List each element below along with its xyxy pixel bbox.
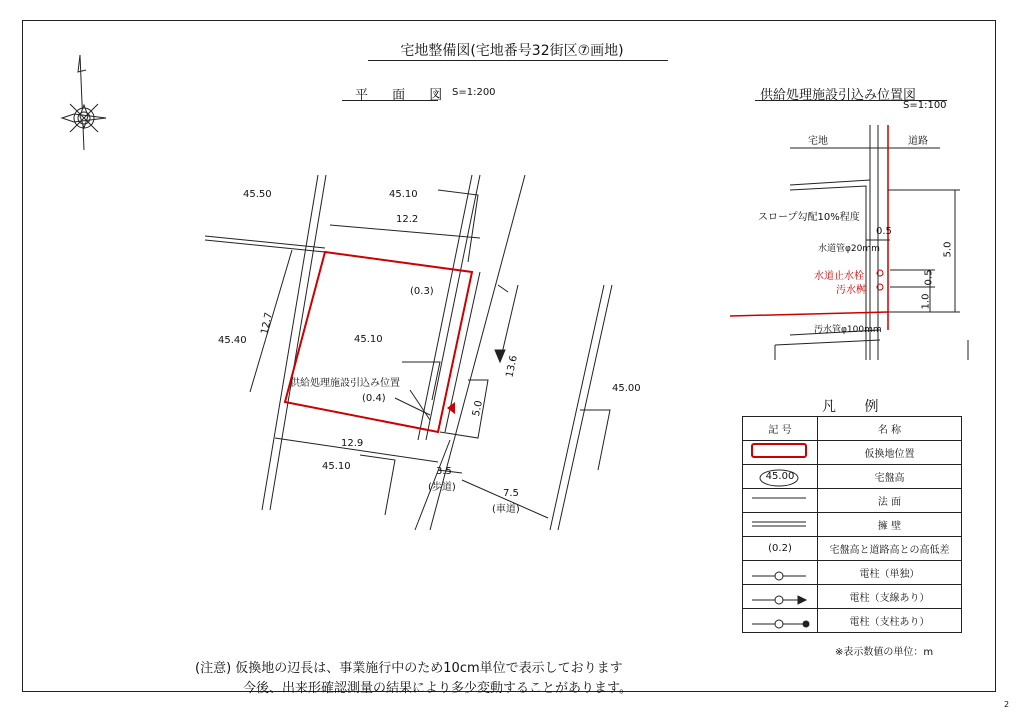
height-diff-label: (0.3) bbox=[410, 286, 434, 297]
plan-view bbox=[205, 175, 612, 530]
road-label: (車道) bbox=[492, 504, 520, 515]
legend-col-symbol: 記 号 bbox=[743, 417, 818, 441]
plan-title: 平 面 図 bbox=[355, 88, 453, 103]
note-line-2: 今後、出来形確認測量の結果により多少変動することがあります。 bbox=[243, 681, 632, 696]
elev-label: 45.10 bbox=[354, 334, 383, 345]
page-number: 2 bbox=[1004, 700, 1010, 709]
elev-label: 45.00 bbox=[612, 383, 641, 394]
drawing-title: 宅地整備図(宅地番号32街区⑦画地) bbox=[400, 43, 624, 59]
sidewalk-width: 3.5 bbox=[436, 466, 452, 477]
slope-label: スロープ勾配10%程度 bbox=[758, 212, 860, 223]
dimension-label: 0.5 bbox=[876, 226, 892, 237]
sewer-pipe-label: 汚水管φ100mm bbox=[814, 325, 882, 335]
dimension-label: 12.2 bbox=[396, 214, 419, 225]
unit-note: ※表示数値の単位：m bbox=[835, 647, 934, 658]
dimension-label: 1.0 bbox=[920, 293, 932, 310]
legend-row: 電柱（支線あり） bbox=[743, 585, 962, 609]
water-pipe-label: 水道管φ20mm bbox=[818, 244, 880, 254]
supply-scale: S=1:100 bbox=[903, 100, 947, 111]
elev-label: 45.10 bbox=[389, 189, 418, 200]
plan-scale: S=1:200 bbox=[452, 87, 496, 98]
legend-row: 電柱（支柱あり） bbox=[743, 609, 962, 633]
lot-label: 宅地 bbox=[808, 136, 828, 147]
legend-table bbox=[742, 416, 962, 633]
legend-row: 法 面 bbox=[743, 489, 962, 513]
legend-row: 45.00 宅盤高 bbox=[743, 465, 962, 489]
legend-row: 擁 壁 bbox=[743, 513, 962, 537]
legend-row: (0.2) 宅盤高と道路高との高低差 bbox=[743, 537, 962, 561]
legend-row: 電柱（単独） bbox=[743, 561, 962, 585]
water-valve-label: 水道止水栓 bbox=[814, 271, 864, 282]
dimension-label: 13.6 bbox=[504, 354, 520, 379]
legend-heading: 凡 例 bbox=[822, 399, 891, 415]
legend-col-name: 名 称 bbox=[818, 417, 962, 441]
road-label: 道路 bbox=[908, 136, 928, 147]
note-line-1: (注意) 仮換地の辺長は、事業施行中のため10cm単位で表示しております bbox=[195, 661, 623, 676]
dimension-label: 12.7 bbox=[259, 311, 275, 336]
dimension-label: 12.9 bbox=[341, 438, 364, 449]
elev-label: 45.50 bbox=[243, 189, 272, 200]
supply-position-label: 供給処理施設引込み位置 bbox=[290, 378, 400, 389]
elev-label: 45.40 bbox=[218, 335, 247, 346]
dimension-label: 5.0 bbox=[942, 241, 954, 258]
dimension-label: 5.0 bbox=[470, 399, 485, 418]
compass-rose-icon bbox=[62, 55, 106, 150]
height-diff-label: (0.4) bbox=[362, 393, 386, 404]
supply-title: 供給処理施設引込み位置図 bbox=[760, 88, 917, 103]
dimension-label: 0.5 bbox=[923, 269, 935, 286]
road-width: 7.5 bbox=[503, 488, 519, 499]
sewer-box-label: 汚水桝 bbox=[836, 285, 866, 296]
elev-label: 45.10 bbox=[322, 461, 351, 472]
sidewalk-label: (歩道) bbox=[428, 482, 456, 493]
legend-header-row bbox=[743, 417, 962, 441]
legend-row: 仮換地位置 bbox=[743, 441, 962, 465]
